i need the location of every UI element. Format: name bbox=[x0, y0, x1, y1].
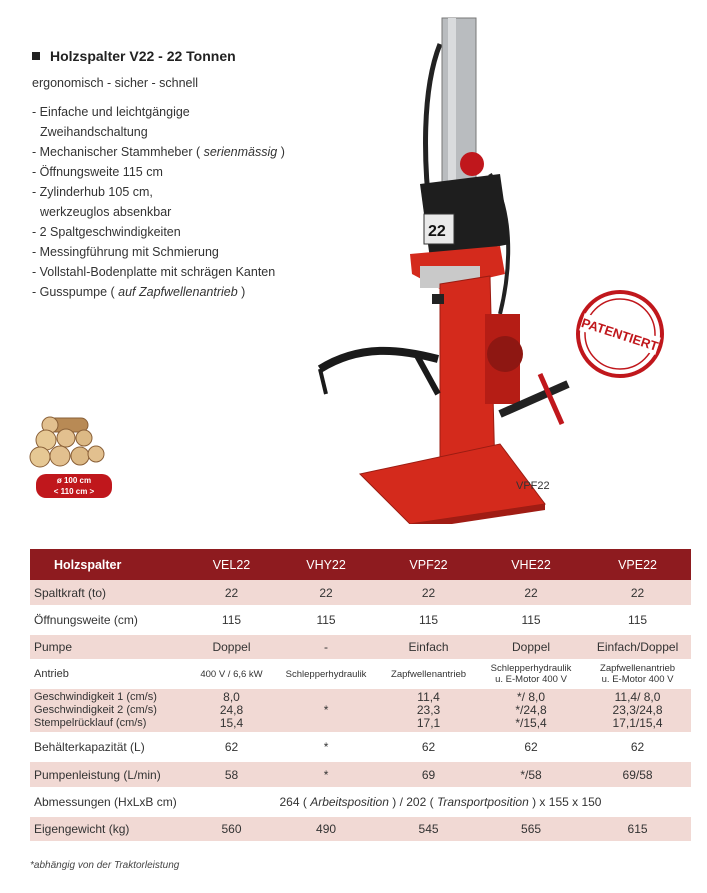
feature-item: - Öffnungsweite 115 cm bbox=[32, 165, 163, 179]
table-header-cell: VHY22 bbox=[273, 549, 379, 580]
subtitle: ergonomisch - sicher - schnell bbox=[32, 76, 199, 90]
table-row: Eigengewicht (kg) 560 490 545 565 615 bbox=[30, 816, 691, 842]
feature-item: - Mechanischer Stammheber ( serienmässig ) bbox=[32, 145, 285, 159]
feature-item: - 2 Spaltgeschwindigkeiten bbox=[32, 225, 181, 239]
table-row: Antrieb 400 V / 6,6 kW Schlepperhydraulik Zapfwellenantrieb Schlepperhydraulik u. E-Motor 400 V Zapfwellenantrieb u. E-Motor 400 V bbox=[30, 660, 691, 688]
title-text: Holzspalter V22 - 22 Tonnen bbox=[50, 48, 236, 64]
table-row: Pumpe Doppel - Einfach Doppel Einfach/Doppel bbox=[30, 634, 691, 660]
model-label: VPF22 bbox=[516, 480, 550, 492]
page-title bbox=[32, 48, 236, 64]
diameter-badge: ø 100 cm < 110 cm > bbox=[36, 474, 112, 498]
plate-number: 22 bbox=[428, 223, 446, 240]
table-row: Spaltkraft (to) 22 22 22 22 22 bbox=[30, 580, 691, 606]
table-header-row bbox=[30, 549, 691, 580]
feature-item: - Einfache und leichtgängige bbox=[32, 105, 190, 119]
table-header-cell: VHE22 bbox=[478, 549, 584, 580]
table-row: Abmessungen (HxLxB cm) 264 ( Arbeitsposition ) / 202 ( Transportposition ) x 155 x 150 bbox=[30, 788, 691, 816]
table-row: Geschwindigkeit 1 (cm/s) Geschwindigkeit 2 (cm/s) Stempelrücklauf (cm/s) 8,0 24,8 15,4 * 11,4 23,3 17,1 */ 8,0 */24,8 */15,4 11,4/ 8,0 23,3/24,8 17,1/15,4 bbox=[30, 688, 691, 733]
bullet-square-icon bbox=[32, 52, 40, 60]
table-header-cell: VPF22 bbox=[379, 549, 478, 580]
table-header-cell: VPE22 bbox=[584, 549, 691, 580]
log-splitter-image bbox=[300, 14, 600, 524]
table-row: Pumpenleistung (L/min) 58 * 69 */58 69/58 bbox=[30, 761, 691, 788]
feature-item: Zweihandschaltung bbox=[40, 125, 148, 139]
table-header-cell: Holzspalter bbox=[30, 549, 190, 580]
feature-item: werkzeuglos absenkbar bbox=[40, 205, 172, 219]
patent-stamp-icon bbox=[574, 288, 666, 380]
spec-table bbox=[30, 549, 691, 843]
feature-item: - Vollstahl-Bodenplatte mit schrägen Kanten bbox=[32, 265, 276, 279]
table-row: Öffnungsweite (cm) 115 115 115 115 115 bbox=[30, 606, 691, 634]
feature-item: - Gusspumpe ( auf Zapfwellenantrieb ) bbox=[32, 285, 246, 299]
stamp-text: PATENTIERT bbox=[579, 315, 661, 354]
table-header-cell: VEL22 bbox=[190, 549, 273, 580]
table-row: Behälterkapazität (L) 62 * 62 62 62 bbox=[30, 733, 691, 761]
feature-item: - Messingführung mit Schmierung bbox=[32, 245, 219, 259]
feature-item: - Zylinderhub 105 cm, bbox=[32, 185, 153, 199]
feature-list bbox=[32, 102, 285, 302]
footnote: *abhängig von der Traktorleistung bbox=[30, 860, 180, 871]
